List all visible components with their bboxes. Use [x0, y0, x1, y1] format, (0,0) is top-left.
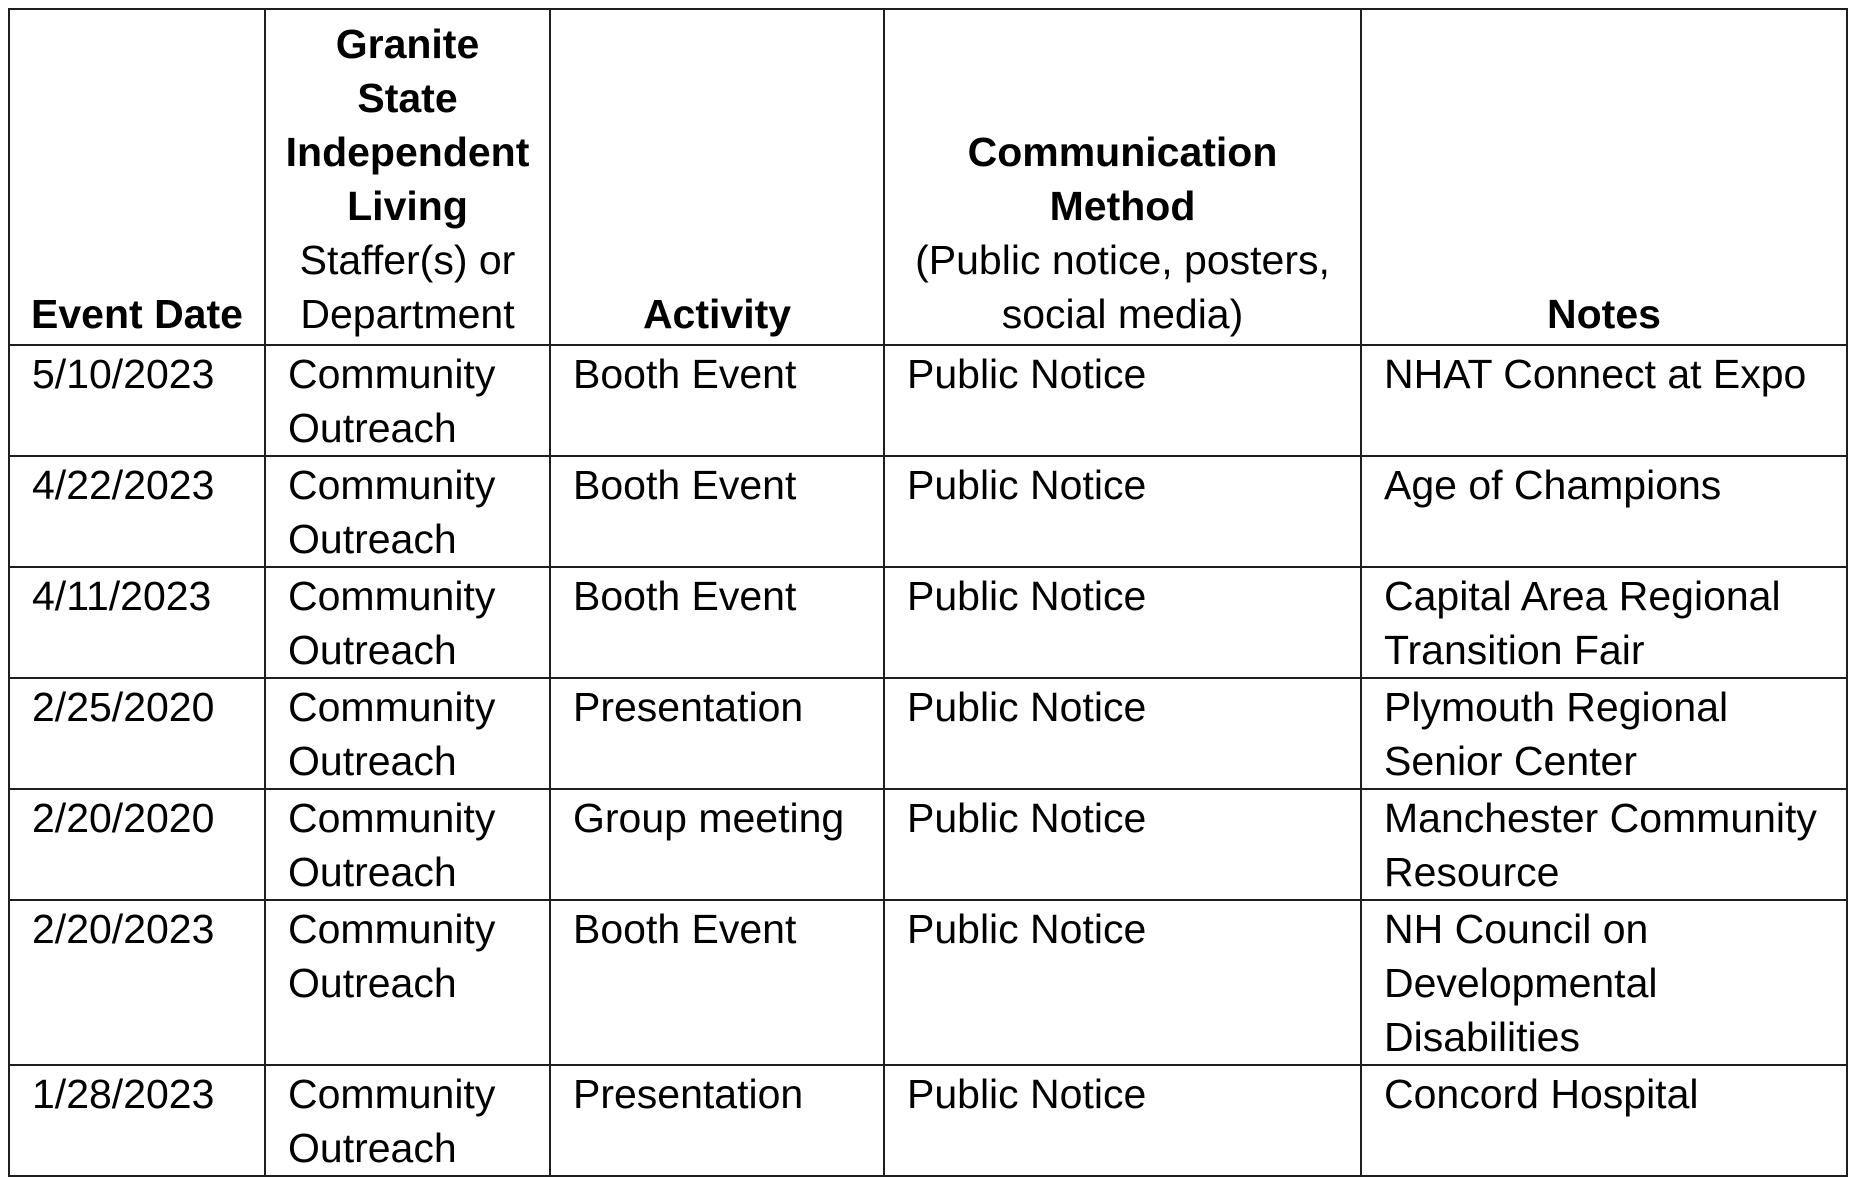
header-line: Event Date — [31, 291, 243, 337]
table-row — [9, 900, 1847, 1065]
cell-staff: Community Outreach — [265, 345, 550, 456]
cell-method: Public Notice — [884, 900, 1361, 1065]
table-row — [9, 789, 1847, 900]
cell-method: Public Notice — [884, 789, 1361, 900]
cell-staff: Community Outreach — [265, 456, 550, 567]
events-table — [8, 8, 1848, 1177]
cell-method: Public Notice — [884, 1065, 1361, 1176]
cell-activity: Booth Event — [550, 900, 884, 1065]
cell-method: Public Notice — [884, 456, 1361, 567]
cell-event-date: 1/28/2023 — [9, 1065, 265, 1176]
cell-notes: Age of Champions — [1361, 456, 1847, 567]
cell-event-date: 4/22/2023 — [9, 456, 265, 567]
cell-staff: Community Outreach — [265, 900, 550, 1065]
cell-staff: Community Outreach — [265, 1065, 550, 1176]
header-line: Staffer(s) or — [299, 237, 516, 283]
cell-activity: Presentation — [550, 1065, 884, 1176]
cell-activity: Booth Event — [550, 567, 884, 678]
table-row — [9, 456, 1847, 567]
header-line: (Public notice, posters, — [915, 237, 1330, 283]
cell-activity: Group meeting — [550, 789, 884, 900]
cell-event-date: 2/20/2020 — [9, 789, 265, 900]
cell-event-date: 2/20/2023 — [9, 900, 265, 1065]
table-row — [9, 1065, 1847, 1176]
cell-activity: Booth Event — [550, 345, 884, 456]
header-notes — [1361, 9, 1847, 345]
header-staff-department — [265, 9, 550, 345]
cell-notes: NHAT Connect at Expo — [1361, 345, 1847, 456]
table-row — [9, 345, 1847, 456]
header-line: Department — [300, 291, 515, 337]
header-line: Independent — [285, 129, 530, 175]
header-activity — [550, 9, 884, 345]
cell-notes: Capital Area Regional Transition Fair — [1361, 567, 1847, 678]
cell-notes: Plymouth Regional Senior Center — [1361, 678, 1847, 789]
header-line: State — [357, 75, 458, 121]
cell-notes: Manchester Community Resource — [1361, 789, 1847, 900]
header-event-date — [9, 9, 265, 345]
header-line: Living — [347, 183, 468, 229]
cell-notes: Concord Hospital — [1361, 1065, 1847, 1176]
cell-method: Public Notice — [884, 345, 1361, 456]
header-line: Activity — [642, 291, 792, 337]
header-line: Communication — [967, 129, 1278, 175]
header-line: social media) — [1001, 291, 1244, 337]
cell-event-date: 4/11/2023 — [9, 567, 265, 678]
table-header — [9, 9, 1847, 345]
cell-method: Public Notice — [884, 678, 1361, 789]
header-communication-method — [884, 9, 1361, 345]
header-line: Granite — [335, 21, 480, 67]
header-row — [9, 9, 1847, 345]
cell-activity: Presentation — [550, 678, 884, 789]
header-line: Method — [1049, 183, 1196, 229]
cell-notes: NH Council on Developmental Disabilities — [1361, 900, 1847, 1065]
header-line: Notes — [1547, 291, 1661, 337]
cell-staff: Community Outreach — [265, 789, 550, 900]
cell-staff: Community Outreach — [265, 678, 550, 789]
table-row — [9, 567, 1847, 678]
cell-event-date: 5/10/2023 — [9, 345, 265, 456]
cell-activity: Booth Event — [550, 456, 884, 567]
cell-method: Public Notice — [884, 567, 1361, 678]
cell-event-date: 2/25/2020 — [9, 678, 265, 789]
cell-staff: Community Outreach — [265, 567, 550, 678]
table-body — [9, 345, 1847, 1176]
table-row — [9, 678, 1847, 789]
